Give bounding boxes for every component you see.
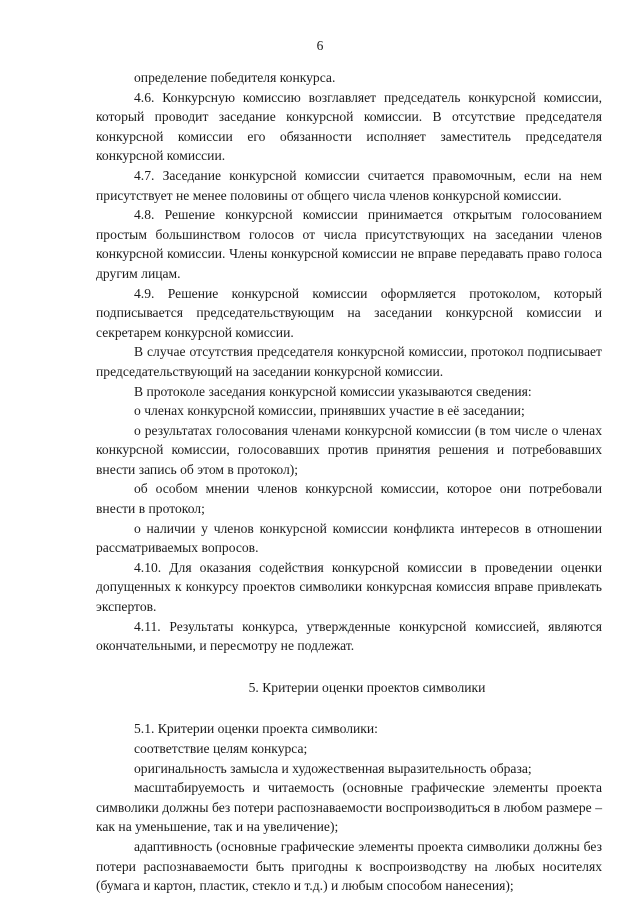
list-item-special-opinion: об особом мнении членов конкурсной комиссии, которое они потребовали внести в протокол;: [96, 481, 602, 517]
paragraph-absence: В случае отсутствия председателя конкурсной комиссии, протокол подписывает председательствующий на заседании конкурсной комиссии.: [96, 344, 602, 379]
list-item-voting-results: о результатах голосования членами конкурсной комиссии (в том числе о членах конкурсной комиссии, голосовавших против принятия решения и потребовавших внести запись об этом в протокол);: [96, 422, 602, 477]
list-item-members: о членах конкурсной комиссии, принявших участие в её заседании;: [134, 403, 525, 419]
paragraph-4-8: 4.8. Решение конкурсной комиссии принимается открытым голосованием простым большинством голосов от числа присутствующих на заседании членов конкурсной комиссии. Члены конкурсной комиссии не вправе передавать право голоса другим лицам.: [96, 207, 602, 281]
paragraph-4-10: 4.10. Для оказания содействия конкурсной комиссии в проведении оценки допущенных к конкурсу проектов символики конкурсная комиссия вправе привлекать экспертов.: [96, 559, 602, 615]
paragraph-4-9: 4.9. Решение конкурсной комиссии оформляется протоколом, который подписывается председательствующим на заседании конкурсной комиссии и секретарем конкурсной комиссии.: [96, 285, 602, 340]
paragraph-4-6: 4.6. Конкурсную комиссию возглавляет председатель конкурсной комиссии, который проводит заседание конкурсной комиссии. В отсутствие председателя конкурсной комиссии его обязанности исполняет заместитель председателя конкурсной комиссии.: [96, 89, 602, 164]
paragraph-4-7: 4.7. Заседание конкурсной комиссии считается правомочным, если на нем присутствует не менее половины от общего числа членов конкурсной комиссии.: [96, 167, 602, 203]
criterion-originality: оригинальность замысла и художественная выразительность образа;: [134, 760, 532, 776]
section-heading: 5. Критерии оценки проектов символики: [248, 679, 486, 695]
page-number: 6: [316, 38, 324, 53]
document-body: [96, 68, 602, 896]
criterion-scalability: масштабируемость и читаемость (основные графические элементы проекта символики должны без потери распознаваемости воспроизводиться в любом размере – как на уменьшение, так и на увеличение);: [96, 780, 602, 835]
criterion-goals: соответствие целям конкурса;: [134, 741, 308, 756]
criterion-adaptability: адаптивность (основные графические элементы проекта символики должны без потери распознаваемости быть пригодны к воспроизводству на любых носителях (бумага и картон, пластик, стекло и т.д.) и любым способом нанесения);: [96, 838, 602, 894]
paragraph-5-1: 5.1. Критерии оценки проекта символики:: [134, 721, 378, 737]
paragraph-protocol-info: В протоколе заседания конкурсной комиссии указываются сведения:: [134, 383, 532, 399]
paragraph-continuation: определение победителя конкурса.: [134, 70, 336, 85]
list-item-conflict-of-interest: о наличии у членов конкурсной комиссии конфликта интересов в отношении рассматриваемых вопросов.: [96, 520, 602, 556]
paragraph-4-11: 4.11. Результаты конкурса, утвержденные конкурсной комиссией, являются окончательными, и пересмотру не подлежат.: [96, 618, 602, 654]
